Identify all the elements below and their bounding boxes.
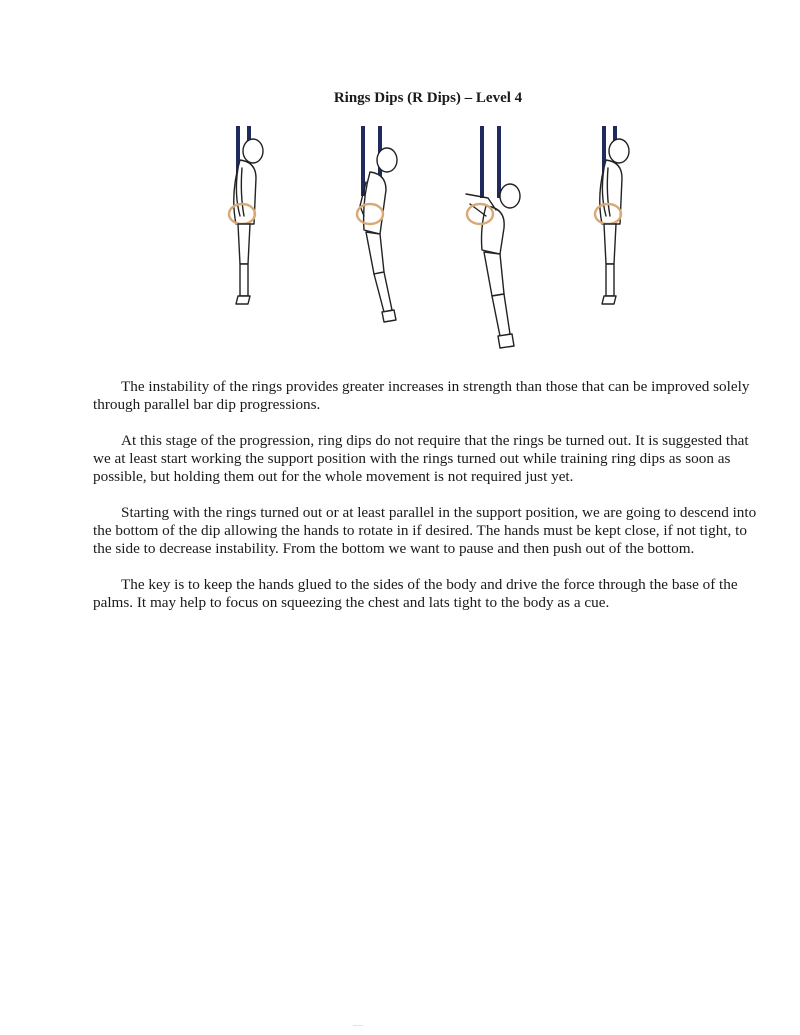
body-text xyxy=(93,378,765,630)
figure-descending xyxy=(357,126,397,322)
paragraph-3: Starting with the rings turned out or at least parallel in the support position, we are going to descend into the bottom of the dip allowing the hands to rotate in if desired. The hands must be kept close, if not tight, to the side to decrease instability. From the bottom we want to pause and then push out of the bottom. xyxy=(93,504,757,557)
figure-support-position-1 xyxy=(229,126,263,304)
paragraph-1: The instability of the rings provides greater increases in strength than those that can be improved solely through parallel bar dip progressions. xyxy=(93,378,750,413)
page-title: Rings Dips (R Dips) – Level 4 xyxy=(333,90,523,106)
paragraph-2: At this stage of the progression, ring dips do not require that the rings be turned out. It is suggested that we at least start working the support position with the rings turned out while training ring dips as soon as possible, but holding them out for the whole movement is not required just yet. xyxy=(93,432,749,485)
ring-dip-illustration xyxy=(200,124,660,356)
page-number: — xyxy=(353,1020,363,1031)
figure-support-position-2 xyxy=(595,126,629,304)
paragraph-4: The key is to keep the hands glued to the sides of the body and drive the force through the base of the palms. It may help to focus on squeezing the chest and lats tight to the body as a cue. xyxy=(93,576,738,611)
figure-bottom-position xyxy=(466,126,520,348)
